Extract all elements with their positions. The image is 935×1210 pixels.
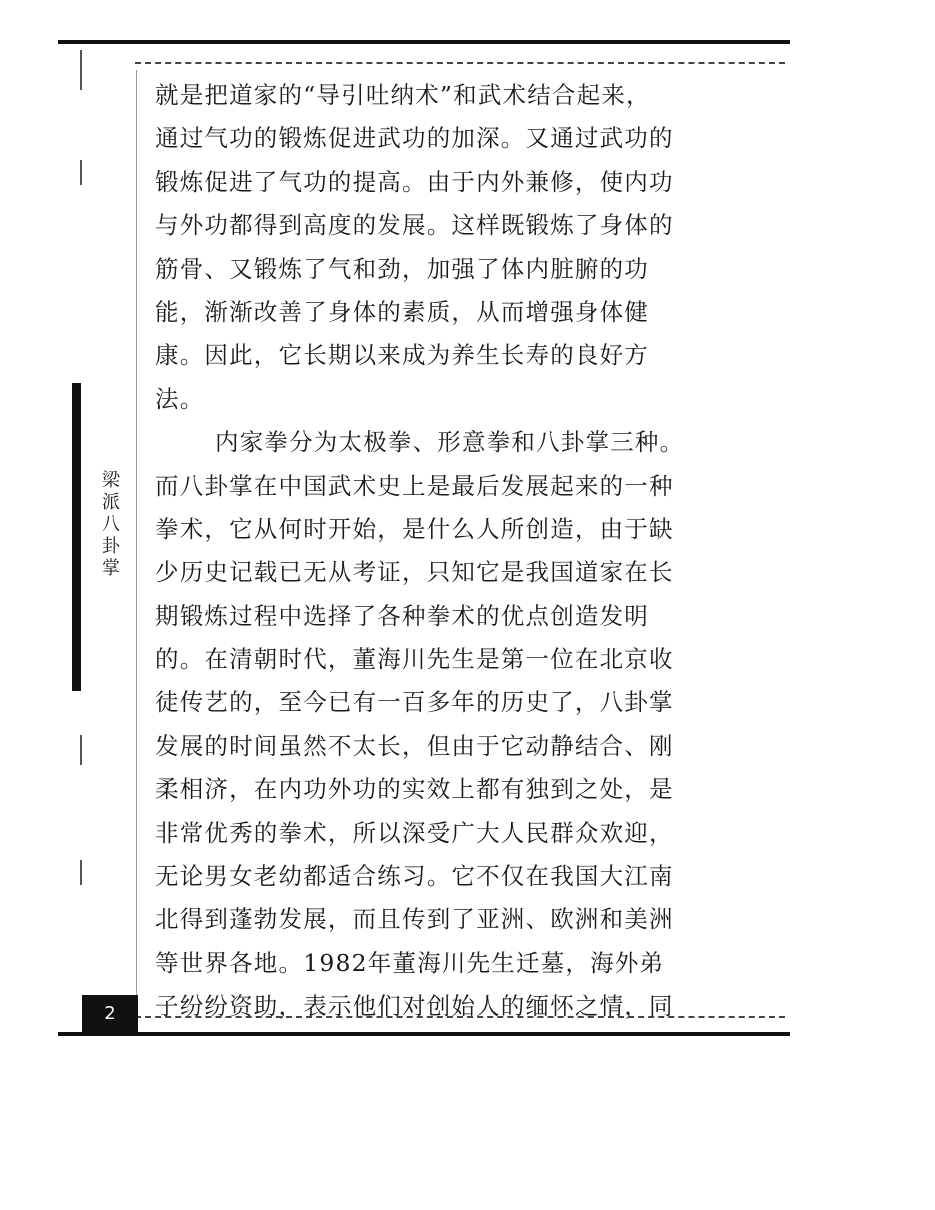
text-line: 北得到蓬勃发展，而且传到了亚洲、欧洲和美洲 [155, 905, 674, 934]
text-line: 康。因此，它长期以来成为养生长寿的良好方 [155, 341, 649, 370]
text-line: 徒传艺的，至今已有一百多年的历史了，八卦掌 [155, 688, 674, 717]
side-book-title: 梁派八卦掌 [99, 470, 120, 580]
text-line: 非常优秀的拳术，所以深受广大人民群众欢迎， [155, 818, 674, 847]
body-text [155, 74, 780, 1029]
text-line: 拳术，它从何时开始，是什么人所创造，由于缺 [155, 514, 674, 543]
margin-line [80, 50, 82, 90]
text-line: 等世界各地。1982年董海川先生迁墓，海外弟 [155, 948, 665, 977]
margin-line [80, 735, 82, 765]
chapter-tab-bar [72, 383, 81, 691]
text-line: 而八卦掌在中国武术史上是最后发展起来的一种 [155, 471, 674, 500]
margin-line [80, 860, 82, 885]
text-line: 锻炼促进了气功的提高。由于内外兼修，使内功 [155, 167, 674, 196]
text-line: 无论男女老幼都适合练习。它不仅在我国大江南 [155, 862, 674, 891]
text-line: 的。在清朝时代，董海川先生是第一位在北京收 [155, 645, 674, 674]
inner-margin-line [136, 70, 137, 1010]
text-line: 通过气功的锻炼促进武功的加深。又通过武功的 [155, 124, 674, 153]
text-line: 少历史记载已无从考证，只知它是我国道家在长 [155, 558, 674, 587]
text-line: 柔相济，在内功外功的实效上都有独到之处，是 [155, 775, 674, 804]
bottom-dashed-border [135, 1016, 785, 1020]
text-line: 与外功都得到高度的发展。这样既锻炼了身体的 [155, 211, 674, 240]
text-line: 子纷纷资助，表示他们对创始人的缅怀之情，同 [155, 992, 674, 1021]
text-line: 筋骨、又锻炼了气和劲，加强了体内脏腑的功 [155, 254, 649, 283]
bottom-rule [58, 1032, 790, 1036]
page-number: 2 [82, 995, 138, 1032]
top-rule [58, 40, 790, 44]
text-line: 期锻炼过程中选择了各种拳术的优点创造发明 [155, 601, 649, 630]
top-dashed-border [135, 62, 785, 66]
paragraph-first-line: 内家拳分为太极拳、形意拳和八卦掌三种。 [215, 428, 685, 457]
text-line: 发展的时间虽然不太长，但由于它动静结合、刚 [155, 731, 674, 760]
margin-line [80, 160, 82, 185]
text-line: 法。 [155, 384, 205, 413]
text-line: 能，渐渐改善了身体的素质，从而增强身体健 [155, 297, 649, 326]
text-line: 就是把道家的“导引吐纳术”和武术结合起来， [155, 81, 651, 109]
